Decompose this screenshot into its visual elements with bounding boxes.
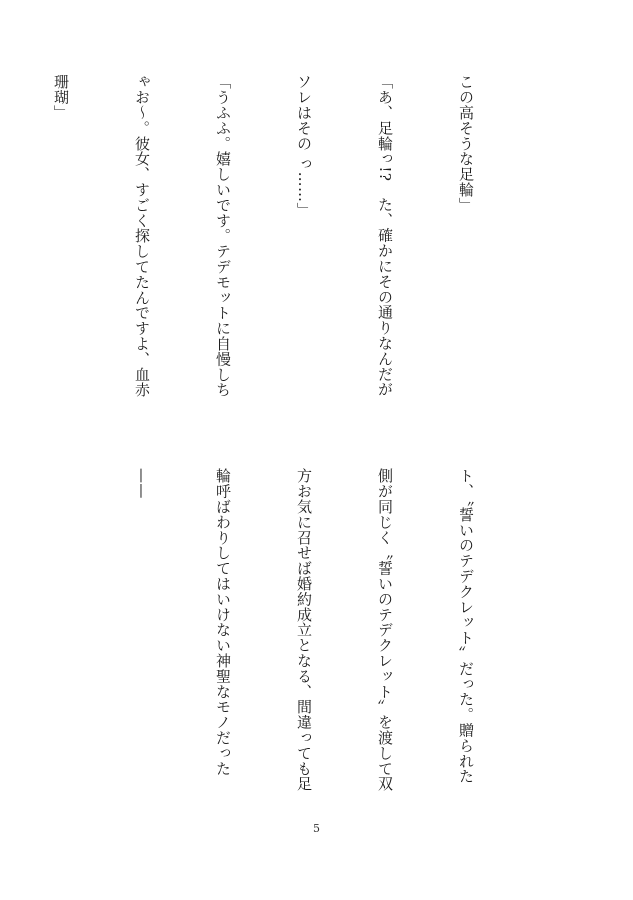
text-column: 「うふふ。嬉しいです。テデモットに自慢しち [214, 74, 232, 398]
text-column: 方お気に召せば婚約成立となる、間違っても足 [295, 468, 313, 792]
text-column: —— [133, 468, 151, 499]
text-block-lower [133, 468, 533, 798]
text-column: ソレはその っ……」 [295, 74, 313, 218]
text-column: ゃお〜。彼女、すごく探してたんですよ、血赤 [133, 74, 151, 398]
text-column: 「あ、足輪っ!? た、確かにその通りなんだが [376, 74, 394, 397]
text-column: 輪呼ばわりしてはいけない神聖なモノだった [214, 468, 232, 776]
text-column: 側が同じく〝誓いのテデクレット〟を渡して双 [376, 468, 394, 792]
text-column: この高そうな足輪」 [457, 74, 475, 213]
text-column: 珊瑚」 [52, 74, 70, 121]
text-column: ト、〝誓いのテデクレット〟だった。贈られた [457, 468, 475, 784]
page-number: 5 [313, 822, 320, 835]
text-block-upper [52, 74, 533, 404]
